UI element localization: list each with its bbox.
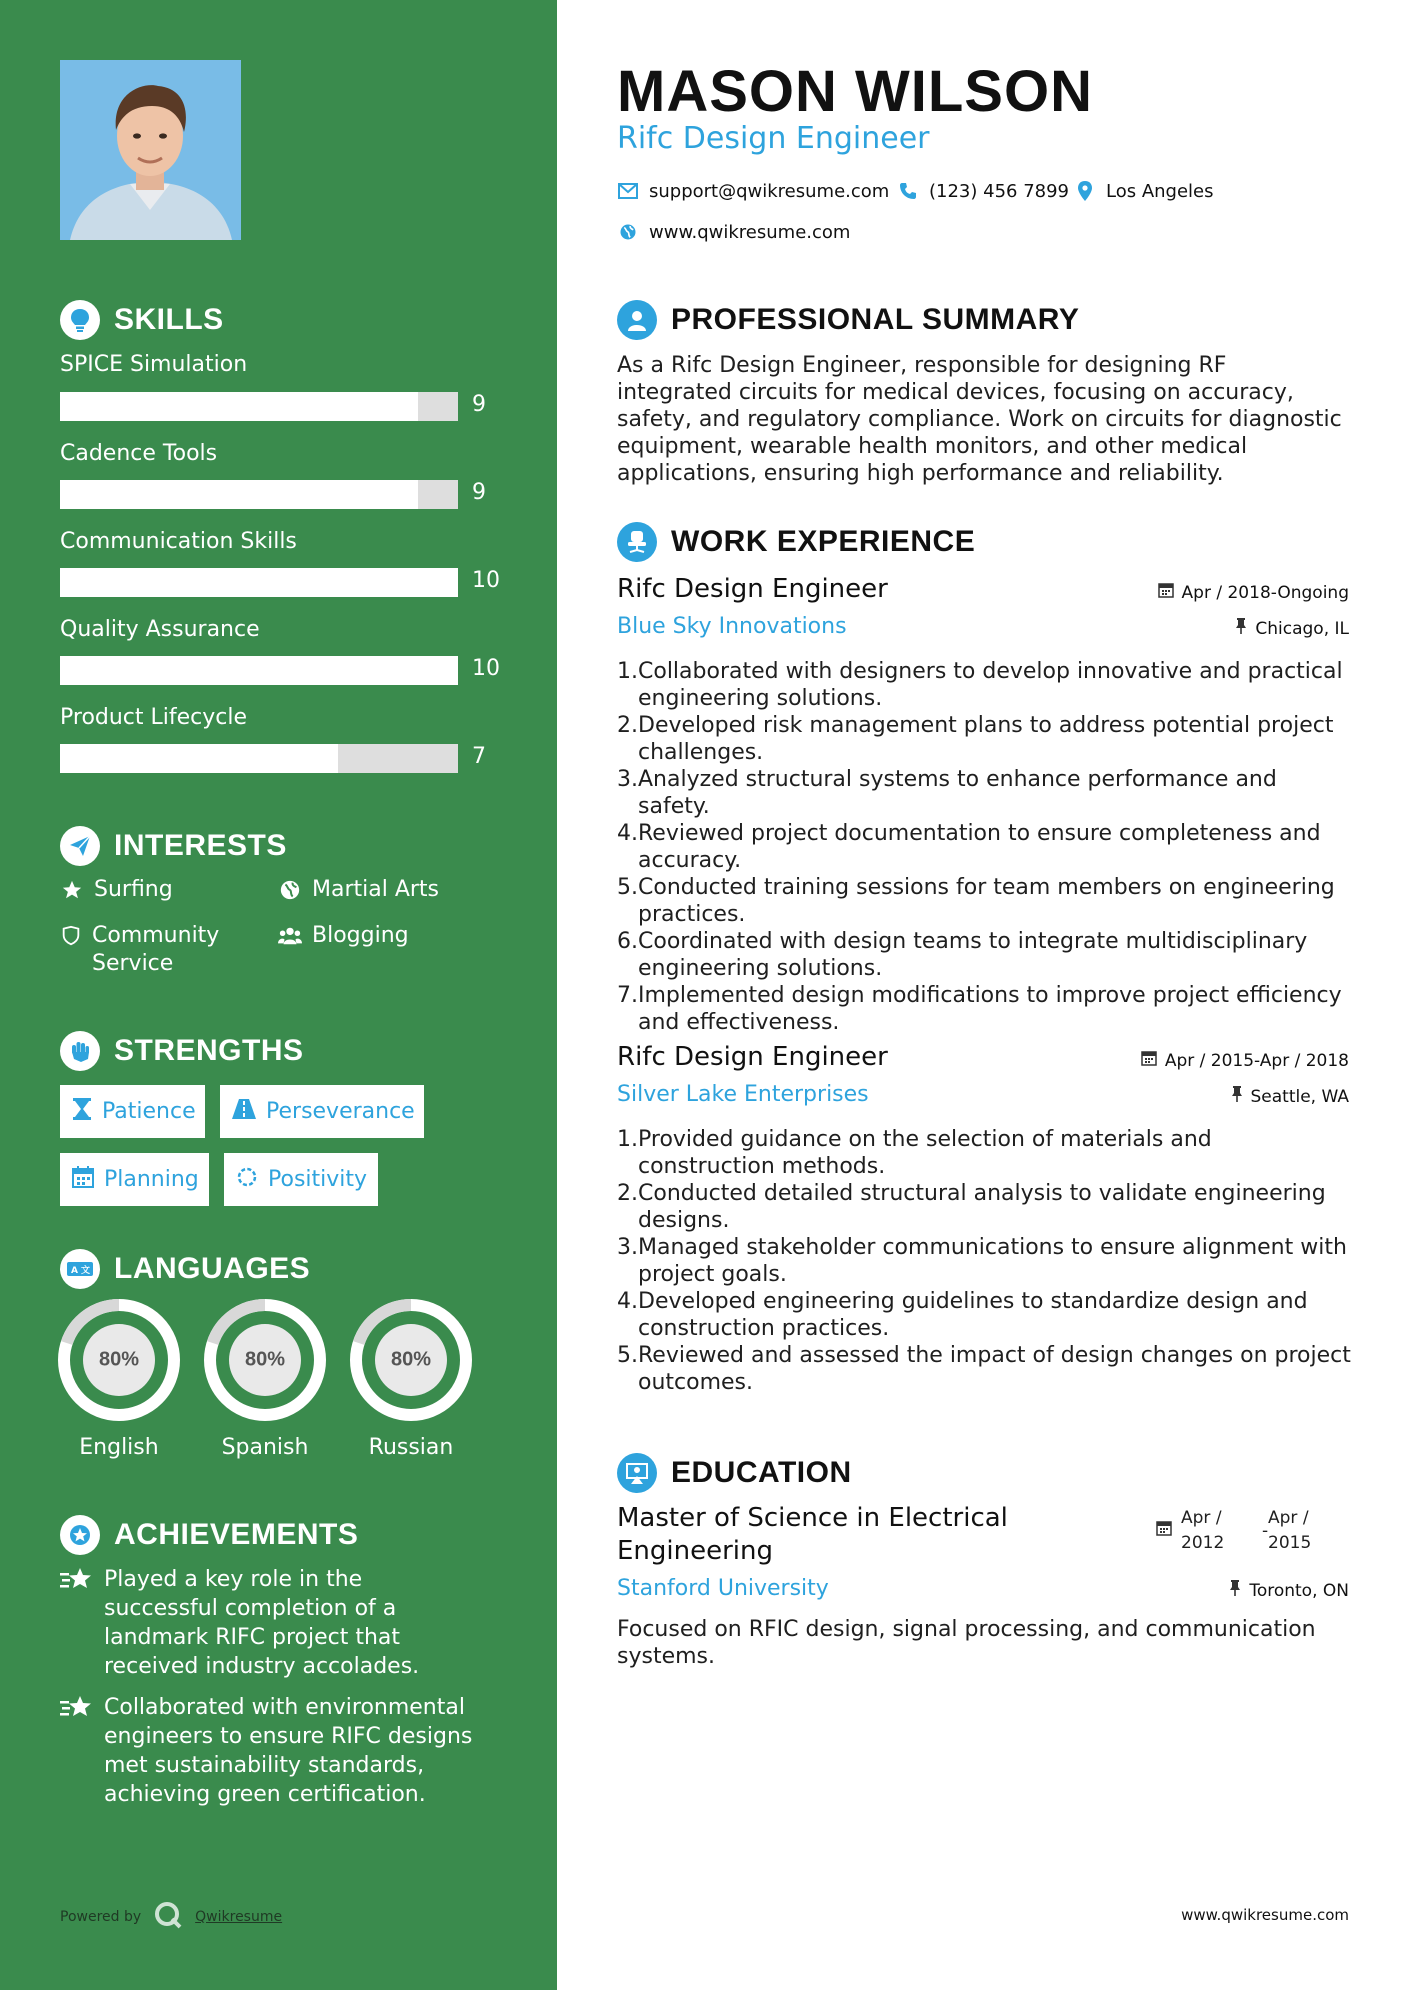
contact-location [1074, 180, 1214, 202]
phone-icon [897, 180, 919, 202]
location-text: Los Angeles [1106, 180, 1214, 202]
strength-label: Positivity [268, 1167, 368, 1192]
job-dates-text: Apr / 2018-Ongoing [1181, 582, 1349, 603]
school-name: Stanford University [617, 1576, 829, 1601]
skills-heading [60, 300, 224, 340]
job-bullet: 3. Managed stakeholder communications to ensure alignment with project goals. [617, 1234, 1352, 1288]
experience-heading [617, 522, 975, 562]
map-pin-icon [1074, 180, 1096, 202]
skill-value: 9 [472, 392, 486, 417]
skill-name: Quality Assurance [60, 617, 260, 642]
skill-value: 9 [472, 480, 486, 505]
interest-label: Martial Arts [312, 877, 440, 902]
language-ring [349, 1298, 473, 1422]
strength-label: Perseverance [266, 1099, 415, 1124]
pushpin-icon [1235, 618, 1247, 639]
skill-bar-fill [60, 656, 458, 685]
skill-name: SPICE Simulation [60, 352, 248, 377]
skill-bar [60, 656, 458, 685]
fist-icon [60, 1031, 100, 1071]
language-percent: 80% [244, 1348, 286, 1371]
skill-bar [60, 480, 458, 509]
translate-icon [60, 1249, 100, 1289]
email-text[interactable]: support@qwikresume.com [649, 180, 890, 202]
job-company: Blue Sky Innovations [617, 614, 847, 639]
job-location-text: Chicago, IL [1255, 618, 1349, 639]
contact-email [617, 180, 889, 202]
skill-name: Product Lifecycle [60, 705, 248, 730]
interests-title: INTERESTS [114, 829, 287, 862]
strength-label: Planning [104, 1167, 199, 1192]
skill-value: 10 [472, 656, 500, 681]
interest-label: Community Service [92, 923, 220, 976]
sidebar [0, 0, 557, 1990]
job-dates [1141, 1050, 1349, 1071]
edu-end-bottom: 2015 [1268, 1533, 1312, 1553]
skill-bar-fill [60, 480, 418, 509]
job-bullet: 2. Developed risk management plans to address potential project challenges. [617, 712, 1352, 766]
job-bullet-text: Conducted detailed structural analysis to validate engineering designs. [638, 1181, 1326, 1233]
languages-heading [60, 1249, 310, 1289]
job-bullet-text: Developed risk management plans to address potential project challenges. [638, 713, 1334, 765]
contact-phone [897, 180, 1069, 202]
achievements-heading [60, 1515, 358, 1555]
user-icon [617, 300, 657, 340]
job-bullets [617, 1126, 1352, 1396]
svg-text:A: A [71, 1266, 79, 1276]
summary-title: PROFESSIONAL SUMMARY [671, 303, 1080, 336]
job-dates-text: Apr / 2015-Apr / 2018 [1164, 1050, 1349, 1071]
calendar-icon [72, 1166, 94, 1194]
language-percent: 80% [98, 1348, 140, 1371]
globe-icon [617, 221, 639, 243]
interest-item [278, 876, 439, 904]
shooting-star-icon [60, 1693, 94, 1722]
job-bullet-text: Conducted training sessions for team members on engineering practices. [638, 875, 1335, 927]
degree-line-2: Engineering [617, 1536, 773, 1566]
calendar-icon [1156, 1520, 1172, 1540]
language-name: Spanish [221, 1435, 309, 1460]
pushpin-icon [1231, 1086, 1243, 1107]
skill-value: 10 [472, 568, 500, 593]
strength-badge [224, 1153, 378, 1206]
job-bullet: 2. Conducted detailed structural analysis to validate engineering designs. [617, 1180, 1352, 1234]
interest-label: Surfing [94, 877, 173, 902]
interest-label: Blogging [312, 923, 409, 948]
job-title: Rifc Design Engineer [617, 574, 888, 604]
summary-heading [617, 300, 1079, 340]
candidate-name: MASON WILSON [617, 59, 1093, 124]
achievement-item [60, 1565, 480, 1681]
phone-text: (123) 456 7899 [929, 180, 1070, 202]
job-bullet-text: Implemented design modifications to improve project efficiency and effectiveness. [638, 983, 1342, 1035]
languages-title: LANGUAGES [114, 1252, 311, 1285]
job-bullet: 3. Analyzed structural systems to enhance performance and safety. [617, 766, 1352, 820]
envelope-icon [617, 180, 639, 202]
language-ring [57, 1298, 181, 1422]
achievement-item [60, 1693, 480, 1809]
edu-date-dash: - [1262, 1521, 1269, 1541]
edu-location-text: Toronto, ON [1249, 1580, 1349, 1601]
skill-value: 7 [472, 744, 486, 769]
degree-line-1: Master of Science in Electrical [617, 1503, 1008, 1533]
website-text[interactable]: www.qwikresume.com [649, 221, 851, 243]
education-title: EDUCATION [671, 1456, 852, 1489]
users-icon [278, 922, 302, 950]
experience-title: WORK EXPERIENCE [671, 525, 976, 558]
skill-bar [60, 568, 458, 597]
skill-name: Communication Skills [60, 529, 297, 554]
language-ring [203, 1298, 327, 1422]
job-location [1235, 618, 1349, 639]
skill-bar-fill [60, 392, 418, 421]
award-star-icon [60, 1515, 100, 1555]
candidate-role: Rifc Design Engineer [617, 121, 930, 156]
shooting-star-icon [60, 1565, 94, 1594]
calendar-icon [1158, 582, 1174, 603]
job-company: Silver Lake Enterprises [617, 1082, 869, 1107]
achievement-text: Played a key role in the successful completion of a landmark RIFC project that received industry accolades. [104, 1567, 420, 1679]
job-title: Rifc Design Engineer [617, 1042, 888, 1072]
achievement-text: Collaborated with environmental engineers to ensure RIFC designs met sustainability standards, achieving green certification. [104, 1695, 473, 1807]
skill-name: Cadence Tools [60, 441, 218, 466]
education-description: Focused on RFIC design, signal processing, and communication systems. [617, 1617, 1316, 1669]
job-location-text: Seattle, WA [1250, 1086, 1349, 1107]
star-icon [60, 876, 84, 904]
job-location [1231, 1086, 1350, 1107]
edu-start-date [1181, 1506, 1224, 1556]
skill-bar [60, 392, 458, 421]
calendar-icon [1141, 1050, 1157, 1071]
hourglass-icon [72, 1098, 92, 1126]
job-bullet: 1. Provided guidance on the selection of materials and construction methods. [617, 1126, 1352, 1180]
pushpin-icon [1229, 1580, 1241, 1601]
job-bullet: 4. Developed engineering guidelines to standardize design and construction practices. [617, 1288, 1352, 1342]
job-dates [1158, 582, 1349, 603]
edu-start-top: Apr / [1181, 1508, 1222, 1528]
strengths-heading [60, 1031, 304, 1071]
language-name: English [79, 1435, 159, 1460]
job-bullet: 5. Reviewed and assessed the impact of design changes on project outcomes. [617, 1343, 1351, 1395]
job-bullet: 6. Coordinated with design teams to integrate multidisciplinary engineering solutions. [617, 928, 1352, 982]
skill-bar-fill [60, 568, 458, 597]
shield-icon [60, 922, 82, 950]
strength-badge [220, 1085, 424, 1138]
language-percent: 80% [390, 1348, 432, 1371]
interests-heading [60, 826, 287, 866]
skills-title: SKILLS [114, 303, 224, 336]
job-bullet: 1. Collaborated with designers to develop innovative and practical engineering solutions. [617, 658, 1352, 712]
interest-item [278, 922, 409, 950]
spinner-icon [236, 1166, 258, 1194]
contact-website [617, 221, 850, 243]
job-bullet: 7. Implemented design modifications to improve project efficiency and effectiveness. [617, 982, 1352, 1036]
edu-start-bottom: 2012 [1181, 1533, 1225, 1553]
lightbulb-icon [60, 300, 100, 340]
powered-by [60, 1900, 282, 1934]
skill-bar-fill [60, 744, 338, 773]
strength-badge [60, 1085, 205, 1138]
job-bullet-text: Developed engineering guidelines to standardize design and construction practices. [638, 1289, 1308, 1341]
strengths-title: STRENGTHS [114, 1034, 304, 1067]
svg-text:文: 文 [81, 1266, 91, 1276]
interest-item [60, 876, 173, 904]
office-chair-icon [617, 522, 657, 562]
skill-bar [60, 744, 458, 773]
powered-by-label: Powered by [60, 1909, 142, 1925]
job-bullets [617, 658, 1352, 1036]
achievements-title: ACHIEVEMENTS [114, 1518, 359, 1551]
globe-icon [278, 876, 302, 904]
road-icon [232, 1099, 256, 1125]
job-bullet-text: Managed stakeholder communications to ensure alignment with project goals. [638, 1235, 1347, 1287]
job-bullet: 5. Conducted training sessions for team members on engineering practices. [617, 874, 1352, 928]
job-bullet-text: Reviewed and assessed the impact of design changes on project outcomes. [638, 1343, 1351, 1395]
job-bullet-text: Collaborated with designers to develop innovative and practical engineering solutions. [638, 659, 1343, 711]
language-name: Russian [368, 1435, 454, 1460]
interest-item [60, 922, 250, 978]
graduate-icon [617, 1453, 657, 1493]
job-bullet: 4. Reviewed project documentation to ensure completeness and accuracy. [617, 820, 1352, 874]
paper-plane-icon [60, 826, 100, 866]
job-bullet-text: Coordinated with design teams to integrate multidisciplinary engineering solutions. [638, 929, 1308, 981]
job-bullet-text: Reviewed project documentation to ensure completeness and accuracy. [638, 821, 1321, 873]
qwikresume-logo-icon [153, 1900, 183, 1934]
job-bullet-text: Analyzed structural systems to enhance performance and safety. [638, 767, 1277, 819]
strength-label: Patience [102, 1099, 196, 1124]
edu-end-date [1268, 1506, 1311, 1556]
education-heading [617, 1453, 852, 1493]
profile-photo [60, 60, 241, 240]
edu-end-top: Apr / [1268, 1508, 1309, 1528]
footer-url[interactable]: www.qwikresume.com [1181, 1906, 1349, 1924]
strength-badge [60, 1153, 209, 1206]
job-bullet-text: Provided guidance on the selection of materials and construction methods. [638, 1127, 1212, 1179]
summary-text: As a Rifc Design Engineer, responsible for designing RF integrated circuits for medical devices, focusing on accuracy, safety, and regulatory compliance. Work on circuits for diagnostic equipment, wearable health monitors, and other medical applications, ensuring high performance and reliability. [617, 353, 1342, 486]
edu-location [1229, 1580, 1349, 1601]
qwikresume-link[interactable]: Qwikresume [195, 1909, 283, 1925]
